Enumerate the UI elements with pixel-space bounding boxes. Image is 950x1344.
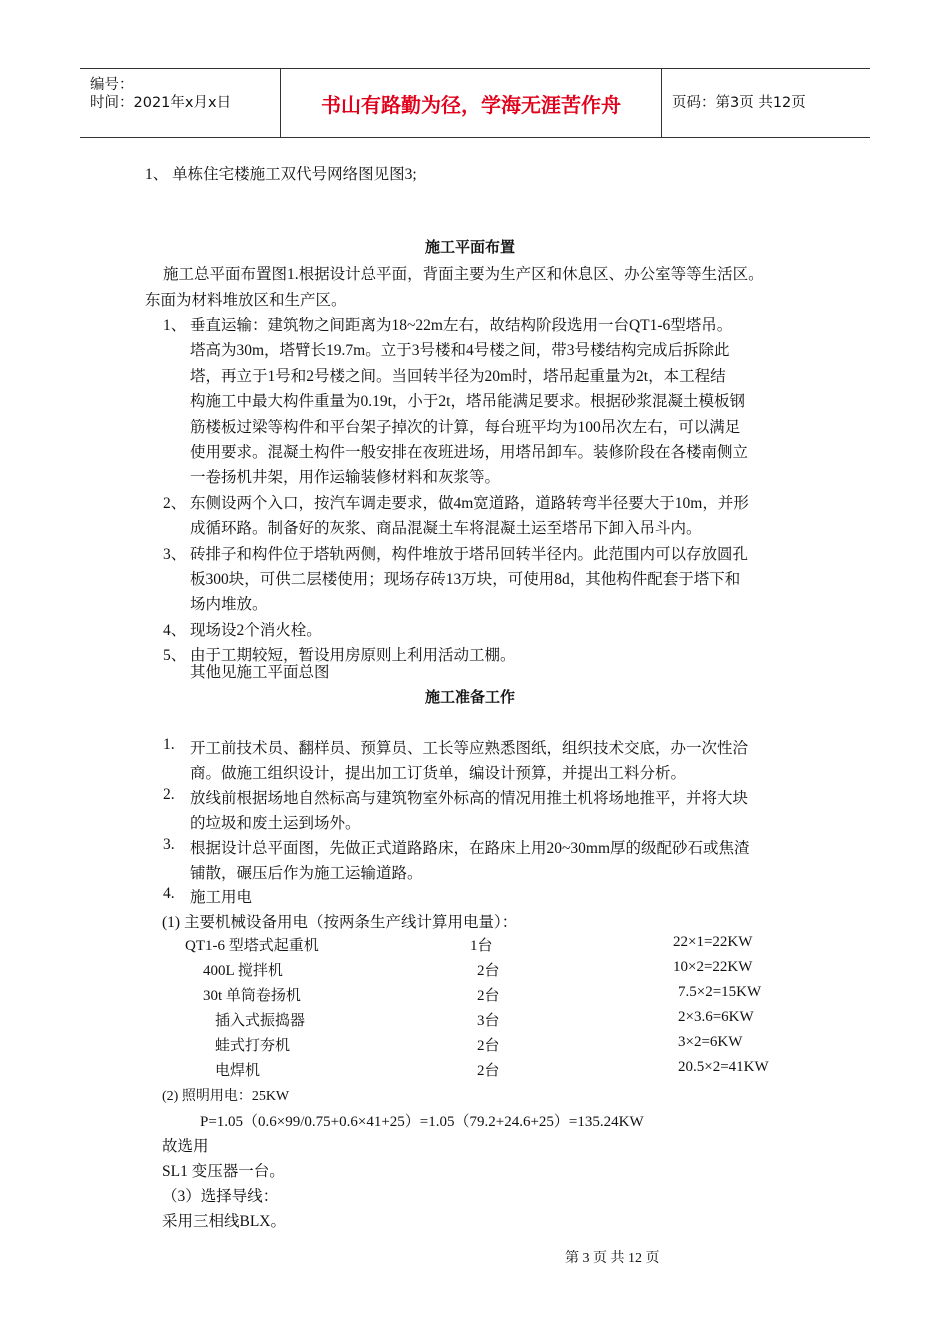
- equipment-quantity: 3台: [477, 1013, 500, 1029]
- list-item-line: 一卷扬机井架，用作运输装修材料和灰浆等。: [190, 469, 501, 487]
- list-item-line: 使用要求。混凝土构件一般安排在夜班进场，用塔吊卸车。装修阶段在各楼南侧立: [190, 444, 749, 461]
- lighting-power: (2) 照明用电：25KW: [162, 1089, 290, 1104]
- list-item-number: 5、: [163, 647, 187, 665]
- equipment-quantity: 2台: [477, 988, 500, 1004]
- list-item-line: 垂直运输：建筑物之间距离为18~22m左右，故结构阶段选用一台QT1-6型塔吊。: [190, 317, 733, 334]
- equipment-power: 3×2=6KW: [678, 1034, 743, 1050]
- list-item-number: 4.: [163, 885, 175, 902]
- equipment-power: 2×3.6=6KW: [678, 1009, 754, 1025]
- equipment-name: QT1-6 型塔式起重机: [185, 938, 319, 954]
- list-item-number: 4、: [163, 621, 187, 639]
- list-item-line: 场内堆放。: [190, 596, 268, 614]
- site-layout-other-note: 其他见施工平面总图: [190, 664, 330, 681]
- selection-line2: SL1 变压器一台。: [162, 1163, 285, 1180]
- intro-item: 1、 单栋住宅楼施工双代号网络图见图3;: [145, 166, 417, 183]
- equipment-name: 电焊机: [215, 1063, 261, 1079]
- list-item-number: 2.: [163, 786, 175, 803]
- list-item-number: 2、: [163, 494, 187, 512]
- site-layout-paragraph-line2: 东面为材料堆放区和生产区。: [145, 292, 347, 309]
- list-item-line: 根据设计总平面图，先做正式道路路床，在路床上用20~30mm厚的级配砂石或焦渣: [190, 840, 750, 857]
- list-item-line: 商。做施工组织设计，提出加工订货单，编设计预算，并提出工料分析。: [190, 765, 687, 782]
- equipment-power: 22×1=22KW: [673, 934, 753, 950]
- list-item-line: 构施工中最大构件重量为0.19t，小于2t，塔吊能满足要求。根据砂浆混凝土模板钢: [190, 393, 745, 411]
- list-item-line: 板300块，可供二层楼使用；现场存砖13万块，可使用8d，其他构件配套于塔下和: [190, 571, 741, 588]
- page-footer: 第 3 页 共 12 页: [565, 1251, 660, 1266]
- header-meta: [80, 69, 281, 137]
- list-item-line: 东侧设两个入口，按汽车调走要求，做4m宽道路，道路转弯半径要大于10m，并形: [190, 494, 749, 512]
- list-item-line: 筋楼板过梁等构件和平台架子掉次的计算，每台班平均为100吊次左右，可以满足: [190, 418, 741, 436]
- section-title-preparation: 施工准备工作: [425, 688, 516, 706]
- list-item-number: 1、: [163, 317, 187, 334]
- doc-number-label: 编号：: [90, 77, 134, 93]
- list-item-line: 铺散，碾压后作为施工运输道路。: [190, 865, 423, 882]
- equipment-quantity: 1台: [470, 938, 493, 954]
- power-subheading-1: (1) 主要机械设备用电（按两条生产线计算用电量）：: [162, 914, 518, 931]
- equipment-quantity: 2台: [477, 963, 500, 979]
- section-title-site-layout: 施工平面布置: [425, 238, 516, 256]
- list-item-number: 3、: [163, 545, 187, 563]
- selection-line1: 故选用: [162, 1138, 209, 1155]
- list-item-number: 1.: [163, 736, 175, 753]
- wire-text: 采用三相线BLX。: [162, 1213, 287, 1230]
- equipment-power: 7.5×2=15KW: [678, 984, 762, 1000]
- header-motto: 书山有路勤为径，学海无涯苦作舟: [281, 69, 662, 137]
- list-item-line: 塔，再立于1号和2号楼之间。当回转半径为20m时，塔吊起重量为2t，本工程结: [190, 367, 726, 385]
- list-item-line: 施工用电: [190, 889, 253, 906]
- equipment-quantity: 2台: [477, 1038, 500, 1054]
- wire-subheading: （3）选择导线：: [162, 1188, 279, 1205]
- list-item-number: 3.: [163, 836, 175, 853]
- page-header: [80, 68, 870, 138]
- list-item-line: 现场设2个消火栓。: [190, 621, 322, 639]
- power-formula: P=1.05（0.6×99/0.75+0.6×41+25）=1.05（79.2+24.6+25）=135.24KW: [200, 1114, 644, 1130]
- equipment-power: 10×2=22KW: [673, 959, 753, 975]
- list-item-line: 的垃圾和废土运到场外。: [190, 815, 361, 832]
- list-item-line: 开工前技术员、翻样员、预算员、工长等应熟悉图纸，组织技术交底，办一次性洽: [190, 740, 749, 757]
- site-layout-paragraph-line1: 施工总平面布置图1.根据设计总平面，背面主要为生产区和休息区、办公室等等生活区。: [163, 266, 764, 283]
- list-item-line: 放线前根据场地自然标高与建筑物室外标高的情况用推土机将场地推平，并将大块: [190, 790, 749, 807]
- equipment-name: 30t 单筒卷扬机: [203, 988, 301, 1004]
- equipment-name: 蛙式打夯机: [215, 1038, 291, 1054]
- list-item-line: 由于工期较短，暂设用房原则上利用活动工棚。: [190, 647, 516, 665]
- equipment-quantity: 2台: [477, 1063, 500, 1079]
- list-item-line: 成循环路。制备好的灰浆、商品混凝土车将混凝土运至塔吊下卸入吊斗内。: [190, 520, 702, 538]
- header-page-label: 页码：第3页 共12页: [672, 95, 806, 111]
- doc-date-label: 时间：2021年x月x日: [90, 95, 232, 111]
- list-item-line: 塔高为30m，塔臂长19.7m。立于3号楼和4号楼之间，带3号楼结构完成后拆除此: [190, 342, 730, 360]
- equipment-power: 20.5×2=41KW: [678, 1059, 769, 1075]
- equipment-name: 400L 搅拌机: [203, 963, 283, 979]
- list-item-line: 砖排子和构件位于塔轨两侧，构件堆放于塔吊回转半径内。此范围内可以存放圆孔: [190, 545, 749, 563]
- equipment-name: 插入式振捣器: [215, 1013, 306, 1029]
